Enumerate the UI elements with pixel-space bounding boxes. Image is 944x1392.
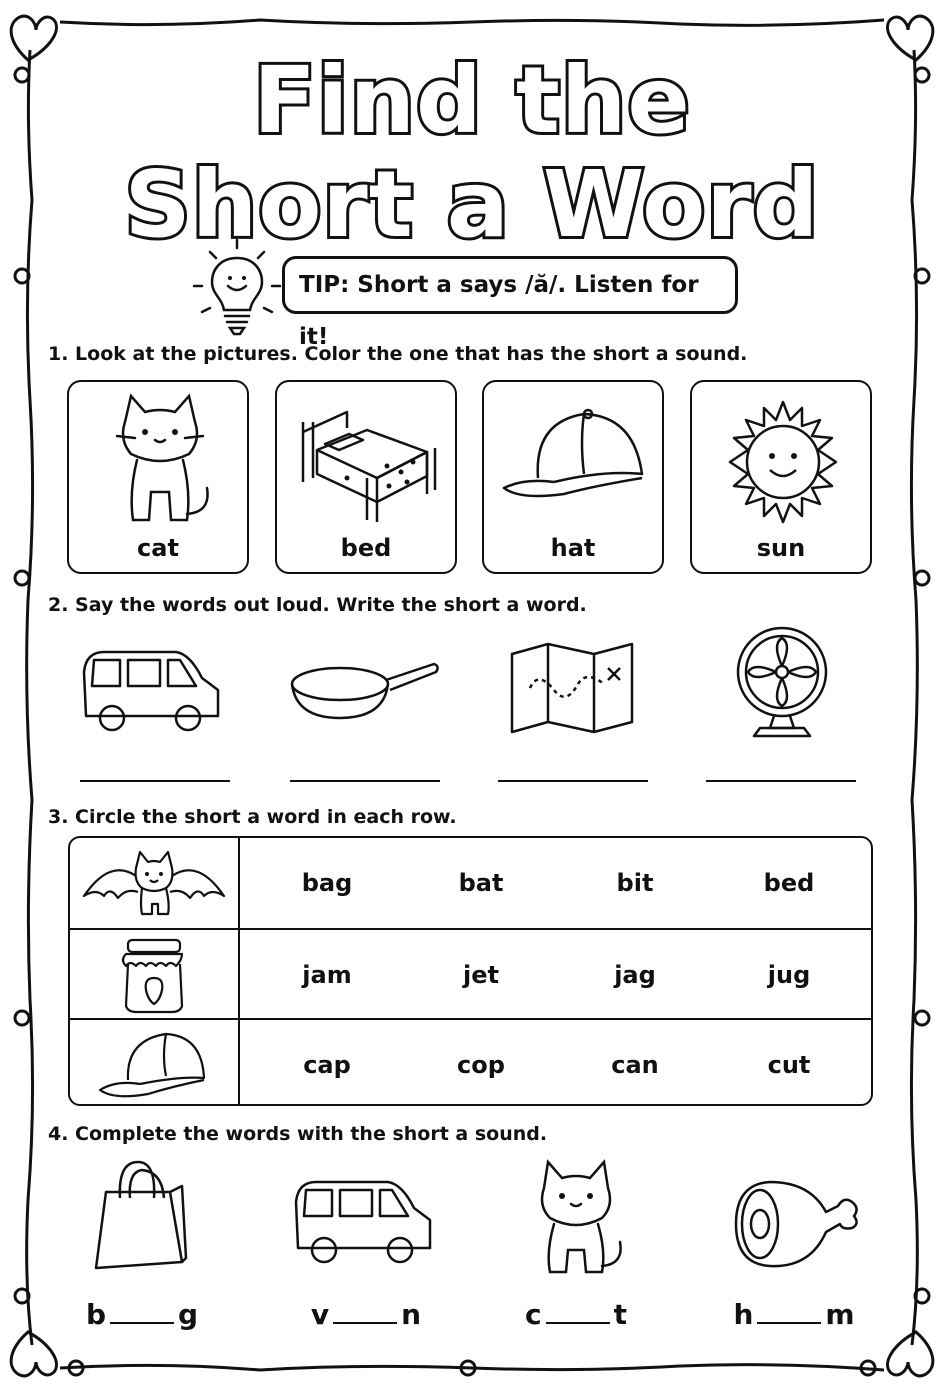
letter-blank[interactable]: [757, 1302, 821, 1324]
instruction-4: 4. Complete the words with the short a sound.: [48, 1123, 548, 1145]
bag-icon: [92, 1158, 188, 1272]
lightbulb-icon: [190, 238, 284, 338]
end-letter: m: [825, 1298, 855, 1331]
start-letter: b: [85, 1298, 106, 1331]
card-label: bed: [340, 534, 392, 562]
word-option[interactable]: jug: [767, 961, 811, 989]
write-line-3[interactable]: [498, 780, 648, 782]
letter-blank[interactable]: [546, 1302, 610, 1324]
card-label: cat: [137, 534, 179, 562]
word-option[interactable]: bed: [763, 869, 815, 897]
word-option[interactable]: jet: [463, 961, 499, 989]
cap-icon: [70, 1020, 238, 1106]
jam-icon: [70, 930, 238, 1020]
card-cat[interactable]: [67, 380, 249, 574]
title-line-2: Short a Word: [124, 151, 820, 258]
letter-blank[interactable]: [110, 1302, 174, 1324]
pan-icon: [288, 654, 442, 724]
ham-icon: [730, 1176, 862, 1272]
end-letter: t: [613, 1298, 627, 1331]
row-image-cell: [70, 930, 240, 1020]
start-letter: h: [733, 1298, 754, 1331]
title-line-1: Find the: [253, 47, 691, 154]
circle-word-table: [68, 836, 873, 1106]
start-letter: v: [310, 1298, 330, 1331]
word-option[interactable]: can: [611, 1051, 659, 1079]
word-option[interactable]: bag: [301, 869, 353, 897]
write-line-4[interactable]: [706, 780, 856, 782]
instruction-1: 1. Look at the pictures. Color the one that has the short a sound.: [48, 343, 748, 365]
cat-icon: [526, 1154, 626, 1276]
write-line-2[interactable]: [290, 780, 440, 782]
fan-icon: [734, 624, 830, 740]
card-label: sun: [756, 534, 806, 562]
complete-word-1[interactable]: [62, 1298, 222, 1331]
word-option[interactable]: jam: [302, 961, 352, 989]
card-sun[interactable]: [690, 380, 872, 574]
end-letter: g: [178, 1298, 199, 1331]
table-row: [70, 1018, 871, 1106]
instruction-3: 3. Circle the short a word in each row.: [48, 806, 457, 828]
word-option[interactable]: bit: [616, 869, 654, 897]
table-row: [70, 928, 871, 1020]
card-bed[interactable]: [275, 380, 457, 574]
end-letter: n: [401, 1298, 422, 1331]
map-icon: [508, 640, 636, 736]
van-icon: [292, 1176, 436, 1268]
write-line-1[interactable]: [80, 780, 230, 782]
bat-icon: [70, 838, 238, 928]
complete-word-2[interactable]: [286, 1298, 446, 1331]
complete-word-3[interactable]: [496, 1298, 656, 1331]
van-icon: [80, 646, 224, 736]
word-option[interactable]: cap: [303, 1051, 351, 1079]
word-option[interactable]: bat: [458, 869, 504, 897]
row-image-cell: [70, 838, 240, 928]
start-letter: c: [525, 1298, 542, 1331]
word-option[interactable]: cop: [457, 1051, 505, 1079]
row-image-cell: [70, 1020, 240, 1106]
card-hat[interactable]: [482, 380, 664, 574]
tip-box: TIP: Short a says /ă/. Listen for it!: [282, 256, 738, 314]
instruction-2: 2. Say the words out loud. Write the short a word.: [48, 594, 587, 616]
word-option[interactable]: cut: [767, 1051, 811, 1079]
letter-blank[interactable]: [333, 1302, 397, 1324]
card-label: hat: [550, 534, 596, 562]
word-option[interactable]: jag: [614, 961, 656, 989]
table-row: [70, 838, 871, 928]
complete-word-4[interactable]: [714, 1298, 874, 1331]
